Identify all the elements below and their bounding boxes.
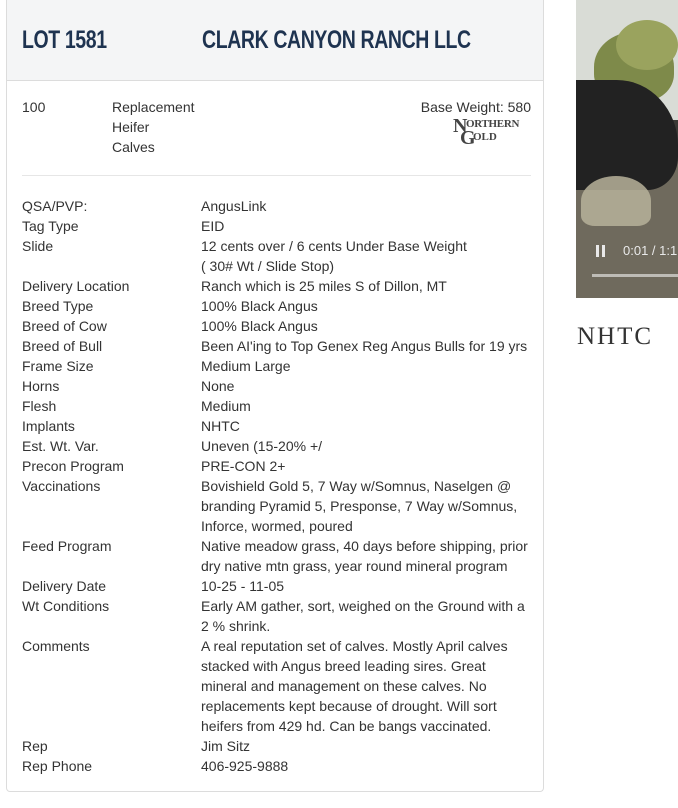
detail-row: [22, 356, 537, 376]
detail-label: Horns: [22, 378, 60, 394]
detail-label: Frame Size: [22, 358, 94, 374]
detail-label: Slide: [22, 238, 54, 254]
detail-value-line: mineral and management on these calves. No: [201, 678, 487, 694]
detail-row: [22, 196, 537, 216]
detail-value-line: PRE-CON 2+: [201, 458, 286, 474]
detail-label: Implants: [22, 418, 75, 434]
detail-row: [22, 536, 537, 576]
detail-value: [201, 316, 537, 336]
detail-value-line: ( 30# Wt / Slide Stop): [201, 258, 335, 274]
detail-value: [201, 276, 537, 296]
lot-summary: [22, 97, 531, 176]
detail-value: [201, 376, 537, 396]
detail-value-line: None: [201, 378, 235, 394]
detail-value-line: 2 % shrink.: [201, 618, 271, 634]
detail-value: [201, 736, 537, 756]
detail-value-line: Medium: [201, 398, 251, 414]
detail-value-line: 10-25 - 11-05: [201, 578, 285, 594]
detail-row: [22, 276, 537, 296]
detail-value-line: Bovishield Gold 5, 7 Way w/Somnus, Naselgen @: [201, 478, 512, 494]
detail-label: Flesh: [22, 398, 57, 414]
detail-row: [22, 456, 537, 476]
detail-value: [201, 296, 537, 316]
detail-label: Breed of Cow: [22, 318, 107, 334]
detail-row: [22, 236, 537, 276]
detail-row: [22, 576, 537, 596]
lot-card: [6, 0, 544, 792]
detail-row: [22, 296, 537, 316]
detail-row: [22, 756, 537, 776]
detail-value: [201, 756, 537, 776]
detail-label: Comments: [22, 638, 90, 654]
detail-row: [22, 376, 537, 396]
detail-value-line: A real reputation set of calves. Mostly April calves: [201, 638, 508, 654]
detail-row: [22, 476, 537, 536]
video-frame-tree: [616, 20, 678, 70]
svg-text:N: N: [453, 115, 468, 137]
detail-value-line: Uneven (15-20% +/: [201, 438, 323, 454]
detail-value: [201, 396, 537, 416]
detail-row: [22, 396, 537, 416]
nhtc-badge: NHTC: [577, 323, 654, 350]
detail-label: Tag Type: [22, 218, 79, 234]
detail-value-line: 100% Black Angus: [201, 318, 318, 334]
detail-label: Delivery Location: [22, 278, 130, 294]
detail-value-line: heifers from 429 hd. Can be bangs vaccinated.: [201, 718, 492, 734]
detail-row: [22, 736, 537, 756]
detail-value-line: 12 cents over / 6 cents Under Base Weight: [201, 238, 467, 254]
detail-value-line: replacements kept because of drought. Will sort: [201, 698, 497, 714]
video-controls: [576, 236, 678, 298]
base-weight: Base Weight: 580: [420, 99, 531, 115]
detail-row: [22, 596, 537, 636]
detail-label: Est. Wt. Var.: [22, 438, 99, 454]
detail-value-line: EID: [201, 218, 225, 234]
pause-icon[interactable]: [596, 245, 606, 257]
detail-value-line: branding Pyramid 5, Presponse, 7 Way w/Somnus,: [201, 498, 518, 514]
detail-label: Precon Program: [22, 458, 124, 474]
detail-value-line: Ranch which is 25 miles S of Dillon, MT: [201, 278, 447, 294]
seller-name: CLARK CANYON RANCH LLC: [202, 26, 471, 54]
detail-label: Vaccinations: [22, 478, 101, 494]
detail-label: Delivery Date: [22, 578, 107, 594]
detail-value-line: 100% Black Angus: [201, 298, 318, 314]
detail-value: [201, 636, 537, 736]
detail-value-line: Inforce, wormed, poured: [201, 518, 353, 534]
detail-value-line: Jim Sitz: [201, 738, 250, 754]
detail-value-line: dry native mtn grass, year round mineral program: [201, 558, 508, 574]
detail-value: [201, 196, 537, 216]
detail-value: [201, 356, 537, 376]
detail-value: [201, 576, 537, 596]
detail-value: [201, 476, 537, 536]
svg-text:G: G: [460, 127, 476, 145]
detail-value: [201, 336, 537, 356]
video-player[interactable]: [576, 0, 678, 298]
head-count: 100: [22, 99, 46, 115]
detail-value: [201, 536, 537, 576]
detail-row: [22, 436, 537, 456]
detail-value: [201, 416, 537, 436]
detail-value-line: AngusLink: [201, 198, 267, 214]
detail-value-line: Medium Large: [201, 358, 291, 374]
detail-label: QSA/PVP:: [22, 198, 88, 214]
detail-value-line: Native meadow grass, 40 days before shipping, prior: [201, 538, 528, 554]
detail-label: Feed Program: [22, 538, 112, 554]
northern-gold-logo: [451, 115, 531, 145]
detail-label: Breed of Bull: [22, 338, 103, 354]
description-line: Calves: [112, 139, 155, 155]
video-frame-brush: [581, 176, 651, 226]
detail-value-line: Early AM gather, sort, weighed on the Ground with a: [201, 598, 525, 614]
svg-text:ORTHERN: ORTHERN: [466, 118, 520, 130]
detail-row: [22, 636, 537, 736]
detail-value: [201, 456, 537, 476]
detail-value-line: Been AI'ing to Top Genex Reg Angus Bulls for 19 yrs: [201, 338, 528, 354]
detail-row: [22, 316, 537, 336]
detail-value: [201, 216, 537, 236]
video-time: 0:01 / 1:1: [623, 243, 678, 258]
detail-value-line: NHTC: [201, 418, 240, 434]
video-progress-bar[interactable]: [592, 274, 678, 277]
detail-row: [22, 216, 537, 236]
lot-header: [7, 0, 543, 81]
detail-label: Rep: [22, 738, 48, 754]
description-line: Replacement: [112, 99, 195, 115]
lot-number: LOT 1581: [22, 26, 107, 54]
detail-value: [201, 596, 537, 636]
detail-label: Rep Phone: [22, 758, 93, 774]
lot-details: [22, 196, 537, 776]
lot-description: [112, 97, 212, 157]
detail-value-line: stacked with Angus breed leading sires. Great: [201, 658, 486, 674]
detail-row: [22, 416, 537, 436]
detail-value: [201, 236, 537, 276]
svg-text:OLD: OLD: [473, 131, 497, 143]
detail-label: Wt Conditions: [22, 598, 110, 614]
detail-label: Breed Type: [22, 298, 94, 314]
description-line: Heifer: [112, 119, 150, 135]
detail-row: [22, 336, 537, 356]
detail-value: [201, 436, 537, 456]
detail-value-line: 406-925-9888: [201, 758, 289, 774]
